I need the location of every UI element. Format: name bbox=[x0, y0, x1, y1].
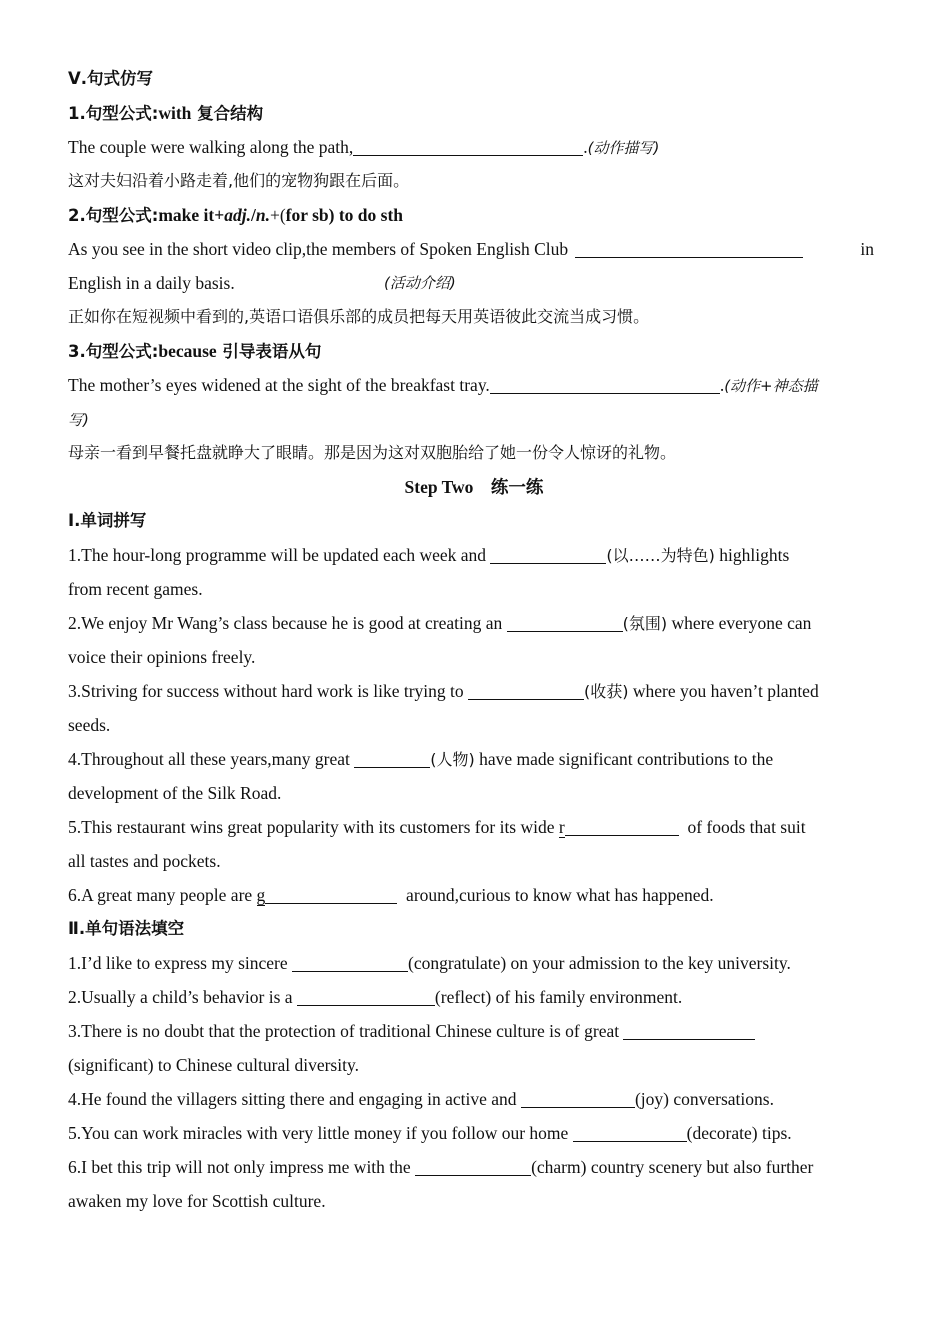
sentence-1-text: The couple were walking along the path, bbox=[68, 137, 354, 157]
formula-2-part: ) to do sth bbox=[328, 205, 404, 225]
q-hint: (congratulate) bbox=[408, 953, 507, 973]
answer-blank[interactable] bbox=[521, 1087, 635, 1108]
q-text: 3.There is no doubt that the protection of traditional Chinese culture is of great bbox=[68, 1021, 624, 1041]
sentence-2-line-2 bbox=[68, 266, 880, 300]
q-first-letter: r bbox=[558, 817, 565, 837]
sentence-3-note-2: 写) bbox=[68, 411, 89, 429]
formula-2-part: make it+ bbox=[158, 205, 225, 225]
q-text: 5.You can work miracles with very little money if you follow our home bbox=[68, 1123, 573, 1143]
formula-2-part: adj. bbox=[224, 205, 251, 225]
answer-blank[interactable] bbox=[353, 135, 583, 156]
answer-blank[interactable] bbox=[507, 611, 623, 632]
q-text: around,curious to know what has happened. bbox=[406, 885, 714, 905]
answer-blank[interactable] bbox=[292, 951, 408, 972]
formula-3-prefix: 3.句型公式: bbox=[68, 342, 159, 361]
q-text: 5.This restaurant wins great popularity with its customers for its wide bbox=[68, 817, 559, 837]
formula-2-prefix: 2.句型公式: bbox=[68, 206, 159, 225]
grammar-q6-cont: awaken my love for Scottish culture. bbox=[68, 1191, 326, 1211]
grammar-q4 bbox=[68, 1082, 880, 1116]
spelling-q2-cont: voice their opinions freely. bbox=[68, 647, 256, 667]
step-two-heading: Step Two 练一练 bbox=[404, 477, 544, 497]
chinese-2: 正如你在短视频中看到的,英语口语俱乐部的成员把每天用英语彼此交流当成习惯。 bbox=[68, 307, 650, 326]
spelling-q4-cont: development of the Silk Road. bbox=[68, 783, 282, 803]
answer-blank[interactable] bbox=[415, 1155, 531, 1176]
q-text: 4.He found the villagers sitting there and engaging in active and bbox=[68, 1089, 521, 1109]
q-text: of his family environment. bbox=[491, 987, 683, 1007]
answer-blank[interactable] bbox=[575, 237, 803, 258]
worksheet-page bbox=[68, 62, 880, 1218]
sentence-2-text-2: English in a daily basis. bbox=[68, 273, 235, 293]
q-hint: (joy) bbox=[634, 1089, 669, 1109]
sentence-1-note: (动作描写) bbox=[587, 139, 660, 157]
sentence-1-end: . bbox=[583, 137, 588, 157]
q-text: highlights bbox=[714, 545, 790, 565]
q-text: where everyone can bbox=[667, 613, 812, 633]
sentence-2-text: As you see in the short video clip,the members of Spoken English Club bbox=[68, 239, 569, 259]
formula-2-part: for sb bbox=[285, 205, 329, 225]
sentence-3-note: (动作+神态描 bbox=[724, 377, 818, 395]
formula-3-keyword: because bbox=[158, 341, 217, 361]
spelling-q3 bbox=[68, 674, 880, 708]
formula-1 bbox=[68, 96, 880, 130]
grammar-q3 bbox=[68, 1014, 880, 1048]
q-text: country scenery but also further bbox=[586, 1157, 814, 1177]
answer-blank[interactable] bbox=[565, 815, 679, 836]
sentence-1 bbox=[68, 130, 880, 164]
answer-blank[interactable] bbox=[623, 1019, 755, 1040]
sentence-3-line-1 bbox=[68, 368, 880, 402]
q-text: 6.I bet this trip will not only impress me with the bbox=[68, 1157, 416, 1177]
grammar-q3-cont: (significant) to Chinese cultural diversity. bbox=[68, 1055, 359, 1075]
section-2-title: Ⅱ.单句语法填空 bbox=[68, 919, 185, 938]
formula-1-prefix: 1.句型公式: bbox=[68, 104, 159, 123]
q-hint: (人物) bbox=[430, 750, 475, 769]
q-text: 3.Striving for success without hard work is like trying to bbox=[68, 681, 469, 701]
sentence-3-end: . bbox=[719, 375, 725, 395]
q-first-letter: g bbox=[256, 885, 266, 905]
answer-blank[interactable] bbox=[297, 985, 435, 1006]
q-hint: (收获) bbox=[584, 682, 629, 701]
chinese-3: 母亲一看到早餐托盘就睁大了眼睛。那是因为这对双胞胎给了她一份令人惊讶的礼物。 bbox=[68, 443, 677, 462]
sentence-2-note: (活动介绍) bbox=[384, 274, 456, 292]
answer-blank[interactable] bbox=[490, 543, 606, 564]
q-hint: (charm) bbox=[531, 1157, 587, 1177]
q-text: where you haven’t planted bbox=[628, 681, 819, 701]
formula-1-keyword: with bbox=[158, 103, 192, 123]
spelling-q2 bbox=[68, 606, 880, 640]
spelling-q1-cont: from recent games. bbox=[68, 579, 203, 599]
sentence-3-text: The mother’s eyes widened at the sight of the breakfast tray. bbox=[68, 375, 490, 395]
sentence-2-line-1 bbox=[68, 232, 880, 266]
q-text: have made significant contributions to the bbox=[474, 749, 774, 769]
q-hint: (decorate) bbox=[686, 1123, 758, 1143]
q-hint: (以……为特色) bbox=[606, 546, 715, 565]
spelling-q4 bbox=[68, 742, 880, 776]
q-text: 1.The hour-long programme will be updated each week and bbox=[68, 545, 491, 565]
answer-blank[interactable] bbox=[265, 883, 397, 904]
formula-3 bbox=[68, 334, 880, 368]
q-text: 1.I’d like to express my sincere bbox=[68, 953, 293, 973]
spelling-q5-cont: all tastes and pockets. bbox=[68, 851, 221, 871]
q-hint: (氛围) bbox=[622, 614, 668, 633]
q-text: 4.Throughout all these years,many great bbox=[68, 749, 355, 769]
answer-blank[interactable] bbox=[354, 747, 430, 768]
spelling-q6 bbox=[68, 878, 880, 912]
q-text: 2.We enjoy Mr Wang’s class because he is good at creating an bbox=[68, 613, 507, 633]
chinese-1: 这对夫妇沿着小路走着,他们的宠物狗跟在后面。 bbox=[68, 171, 410, 190]
sentence-3-line-2 bbox=[68, 402, 880, 436]
formula-3-suffix: 引导表语从句 bbox=[216, 342, 322, 361]
answer-blank[interactable] bbox=[468, 679, 584, 700]
q-hint: (reflect) bbox=[434, 987, 492, 1007]
grammar-q5 bbox=[68, 1116, 880, 1150]
formula-2-part: n. bbox=[255, 205, 270, 225]
grammar-q2 bbox=[68, 980, 880, 1014]
formula-2-part: +( bbox=[269, 205, 286, 225]
answer-blank[interactable] bbox=[490, 373, 720, 394]
q-text: on your admission to the key university. bbox=[506, 953, 791, 973]
section-1-title: Ⅰ.单词拼写 bbox=[68, 511, 147, 530]
spelling-q3-cont: seeds. bbox=[68, 715, 111, 735]
grammar-q1 bbox=[68, 946, 880, 980]
formula-2-part: / bbox=[250, 205, 256, 225]
grammar-q6 bbox=[68, 1150, 880, 1184]
formula-1-suffix: 复合结构 bbox=[191, 104, 264, 123]
answer-blank[interactable] bbox=[573, 1121, 687, 1142]
spelling-q5 bbox=[68, 810, 880, 844]
spelling-q1 bbox=[68, 538, 880, 572]
q-text: 2.Usually a child’s behavior is a bbox=[68, 987, 297, 1007]
sentence-2-in: in bbox=[860, 239, 874, 259]
q-text: tips. bbox=[757, 1123, 792, 1143]
q-text: conversations. bbox=[668, 1089, 774, 1109]
q-text: 6.A great many people are bbox=[68, 885, 257, 905]
formula-2 bbox=[68, 198, 880, 232]
q-text: of foods that suit bbox=[687, 817, 806, 837]
section-5-title: Ⅴ.句式仿写 bbox=[68, 69, 154, 88]
